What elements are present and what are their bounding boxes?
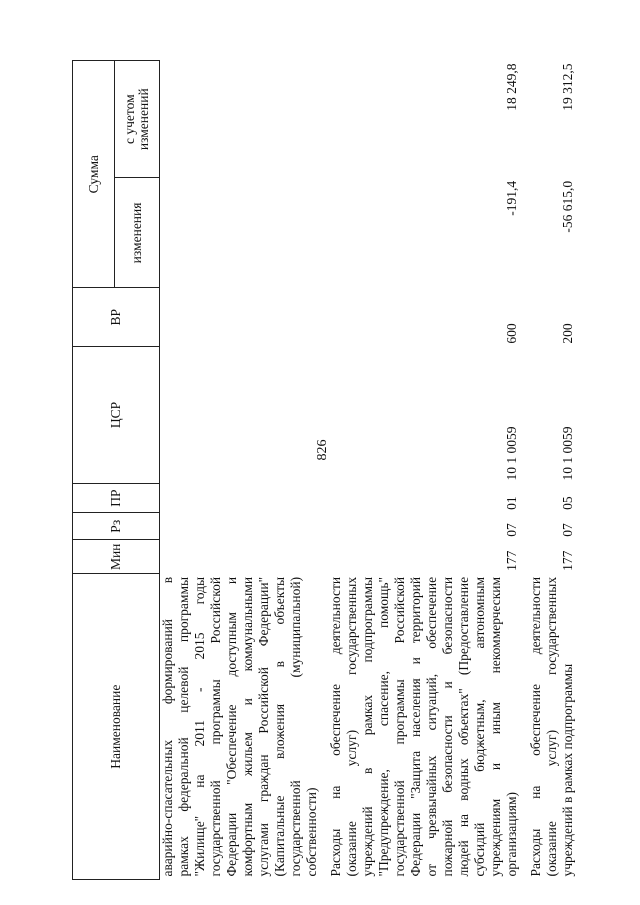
rotated-table-container xyxy=(72,60,617,880)
row-name-line: людей на водных объектах" (Предоставление xyxy=(456,576,471,877)
row-name-line: рамках федеральной целевой программы xyxy=(176,576,191,877)
row-name-line: организациям) xyxy=(504,791,519,877)
cell-vr xyxy=(160,288,329,347)
cell-vr: 200 xyxy=(560,323,575,344)
header-min: Мин xyxy=(73,540,160,574)
header-name: Наименование xyxy=(73,574,160,880)
row-name-line: "Предупреждение, спасение, помощь" xyxy=(376,576,391,877)
header-pr: ПР xyxy=(73,483,160,512)
row-name-line: собственности) xyxy=(304,787,319,877)
cell-change: -191,4 xyxy=(504,180,519,216)
header-rz: Рз xyxy=(73,513,160,540)
header-vr: ВР xyxy=(73,288,160,347)
cell-rz xyxy=(160,513,329,540)
cell-min: 177 xyxy=(504,550,519,571)
row-name-line: государственной (муниципальной) xyxy=(288,576,303,877)
cell-vr: 600 xyxy=(504,323,519,344)
header-with-changes: с учетом изменений xyxy=(115,61,160,178)
cell-csr: 10 1 0059 xyxy=(504,426,519,481)
row-name-line: Расходы на обеспечение деятельности xyxy=(328,576,343,877)
cell-rz: 07 xyxy=(504,523,519,537)
row-name-line: государственной программы Российской xyxy=(208,576,223,877)
table-row xyxy=(160,61,329,880)
cell-csr xyxy=(160,347,329,484)
row-name-line: учреждений в рамках подпрограммы xyxy=(560,663,575,877)
cell-change: -56 615,0 xyxy=(560,180,575,233)
cell-change xyxy=(160,178,329,288)
row-name-line: (оказание услуг) государственных xyxy=(544,576,559,877)
row-name-line: "Жилище" на 2011 - 2015 годы xyxy=(192,576,207,877)
cell-pr: 05 xyxy=(560,496,575,510)
row-name xyxy=(160,574,329,880)
cell-min: 177 xyxy=(560,550,575,571)
cell-total xyxy=(160,61,329,178)
header-sum: Сумма xyxy=(73,61,115,288)
row-name-line: услугами граждан Российской Федерации" xyxy=(256,576,271,877)
row-name-line: от чрезвычайных ситуаций, обеспечение xyxy=(424,576,439,877)
table-row xyxy=(528,61,584,880)
row-name-line: субсидий бюджетным, автономным xyxy=(472,576,487,877)
cell-pr xyxy=(160,483,329,512)
cell-total: 18 249,8 xyxy=(504,63,519,111)
row-name-line: аварийно-спасательных формирований в xyxy=(160,576,175,877)
table-row xyxy=(328,61,528,880)
row-name-line: учреждениям и иным некоммерческим xyxy=(488,576,503,877)
row-name-line: пожарной безопасности и безопасности xyxy=(440,576,455,877)
row-name-line: (оказание услуг) государственных xyxy=(344,576,359,877)
table-body xyxy=(160,61,585,880)
header-changes: изменения xyxy=(115,178,160,288)
cell-min xyxy=(160,540,329,574)
row-name-line: государственной программы Российской xyxy=(392,576,407,877)
cell-csr: 10 1 0059 xyxy=(560,426,575,481)
cell-rz: 07 xyxy=(560,523,575,537)
budget-table xyxy=(72,60,584,880)
row-name-line: Федерации "Обеспечение доступным и xyxy=(224,576,239,877)
row-name-line: Федерации "Защита населения и территорий xyxy=(408,576,423,877)
row-name xyxy=(328,574,528,880)
cell-pr: 01 xyxy=(504,496,519,510)
row-name-line: учреждений в рамках подпрограммы xyxy=(360,576,375,877)
header-csr: ЦСР xyxy=(73,347,160,484)
row-name xyxy=(528,574,584,880)
row-name-line: комфортным жильем и коммунальными xyxy=(240,576,255,877)
row-name-line: Расходы на обеспечение деятельности xyxy=(528,576,543,877)
cell-total: 19 312,5 xyxy=(560,63,575,111)
page-number: 826 xyxy=(315,439,330,461)
row-name-line: (Капитальные вложения в объекты xyxy=(272,576,287,877)
